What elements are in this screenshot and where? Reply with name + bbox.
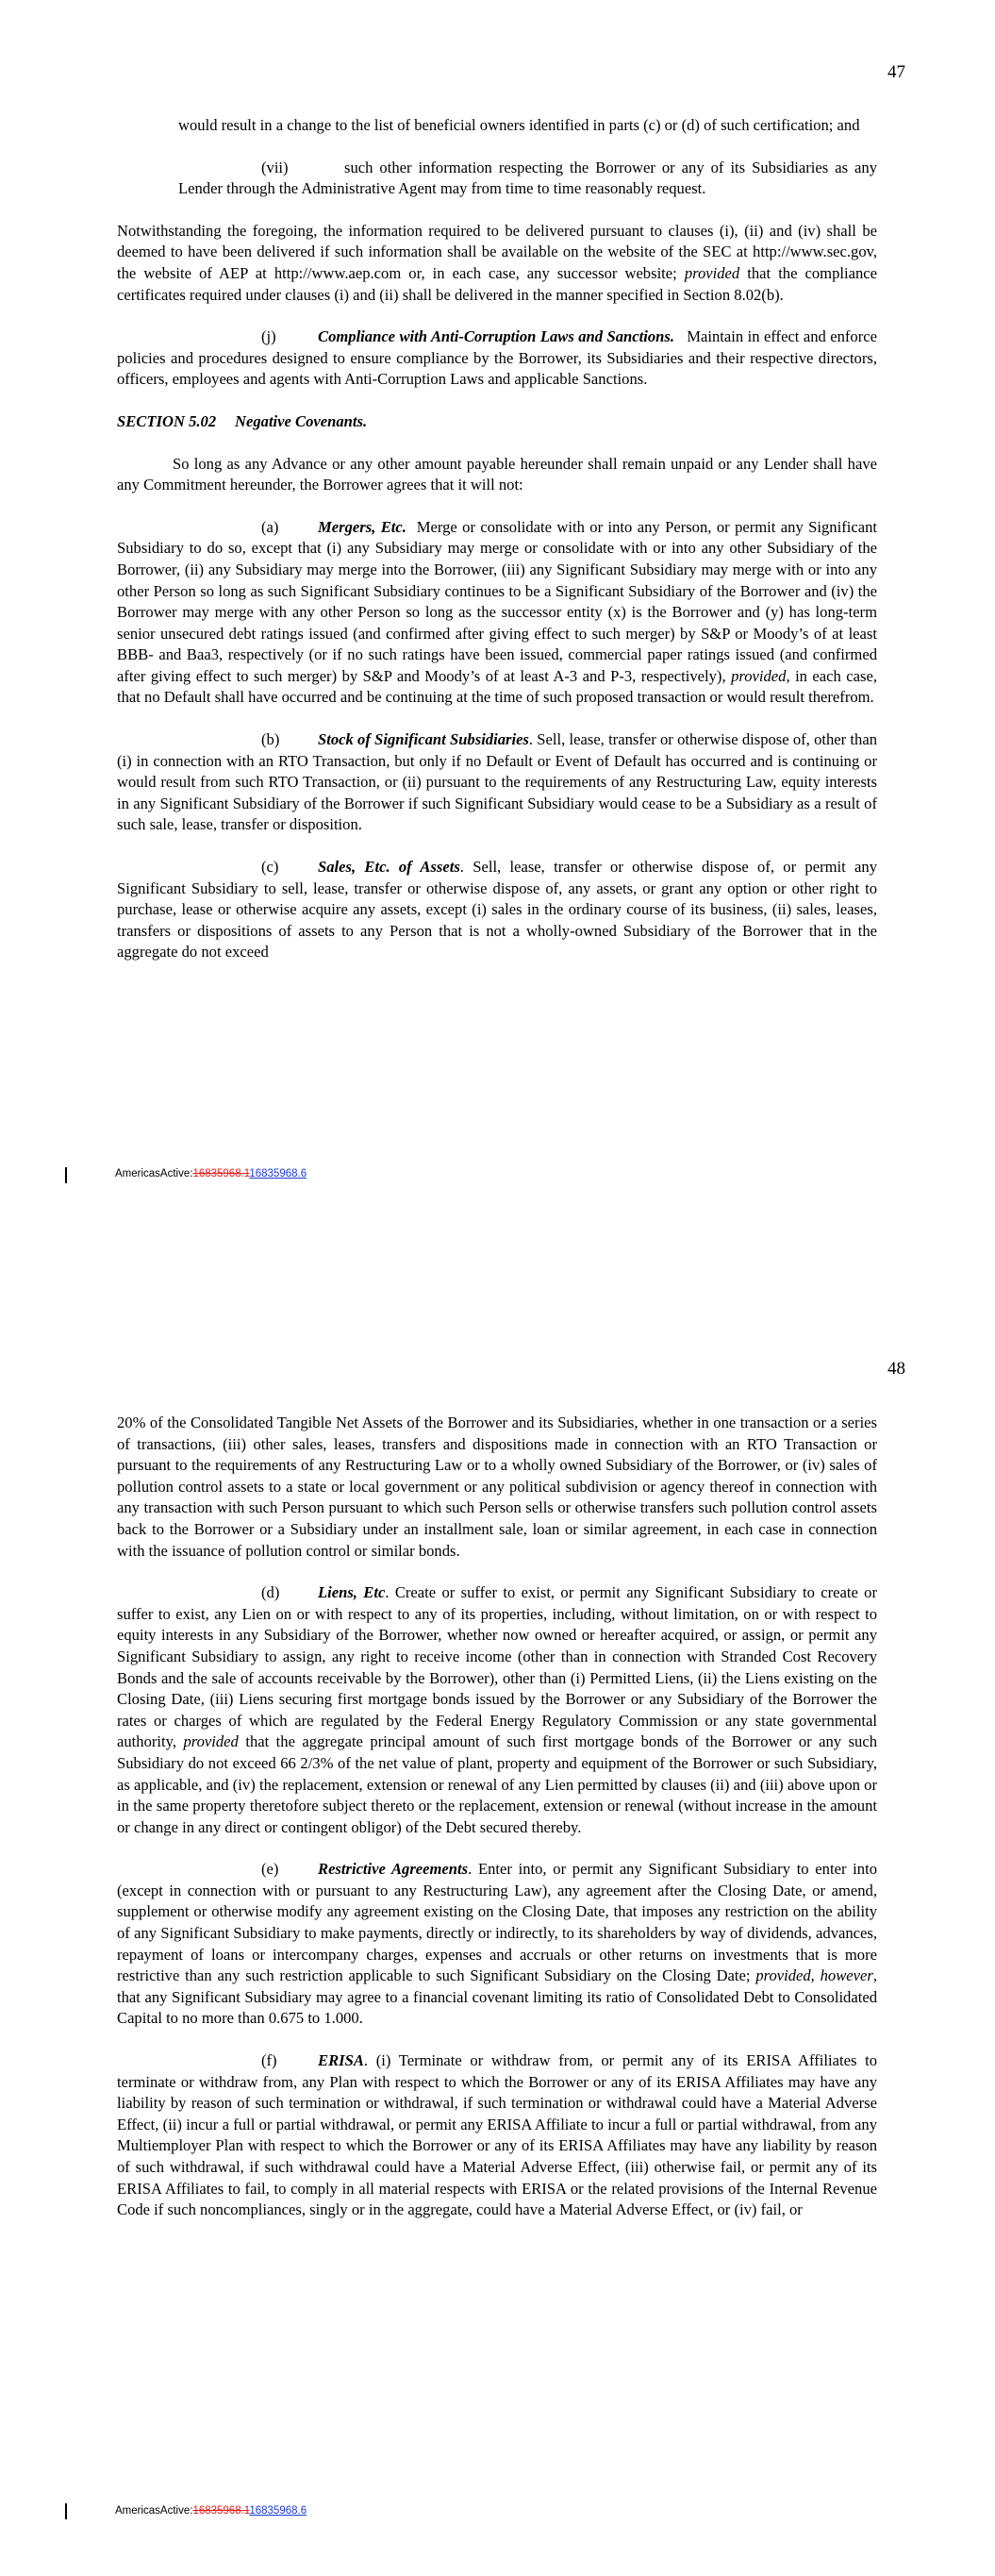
clause-label: (j) (261, 327, 276, 346)
clause-text: . Create or suffer to exist, or permit any Significant Subsidiary to create or suffer to exist, any Lien on or with respect to any of its properties, including, without limitation, on or with respect to equity interests in any Subsidiary of the Borrower, whether now owned or hereafter acquired, or assign, or permit any Significant Subsidiary to assign, any right to receive income (other than in connection with Stranded Cost Recovery Bonds and the sale of accounts receivable by the Borrower), other than (i) Permitted Liens, (ii) the Liens existing on the Closing Date, (iii) Liens securing first mortgage bonds issued by the Borrower or any Subsidiary of the Borrower the rates or charges of which are regulated by the Federal Energy Regulatory Commission or any state governmental authority, (117, 1583, 877, 1751)
clause-text: Maintain in effect and enforce policies and procedures designed to ensure compliance by the Borrower, its Subsidiaries and their respective directors, officers, employees and agents with Anti-Corruption Laws and applicable Sanctions. (117, 327, 877, 389)
provided-term: provided (684, 263, 740, 282)
revision-bar (65, 1167, 67, 1183)
continued-paragraph: 20% of the Consolidated Tangible Net Assets of the Borrower and its Subsidiaries, whether in one transaction or a series of transactions, (iii) other sales, leases, transfers and dispositions made in connection with an RTO Transaction or pursuant to the requirements of any Restructuring Law or to a wholly owned Subsidiary of the Borrower, or (iv) sales of pollution control assets to a state or local government or any political subdivision or agency thereof in connection with any transaction with such Person pursuant to which such Person sells or otherwise transfers such pollution control assets back to the Borrower or a Subsidiary under an installment sale, loan or similar agreement, in each case in connection with the issuance of pollution control or similar bonds. (117, 1413, 877, 1560)
so-long-paragraph: So long as any Advance or any other amount payable hereunder shall remain unpaid or any Lender shall have any Commitment hereunder, the Borrower agrees that it will not: (117, 454, 877, 494)
page-48 (0, 1279, 995, 2576)
doc-footer (115, 2505, 307, 2517)
clause-text: , that any Significant Subsidiary may agree to a financial covenant limiting its ratio of Consolidated Debt to Consolidated Capital to no more than 0.675 to 1.000. (117, 1966, 877, 2028)
clause-d (117, 1582, 877, 1838)
clause-text: . Sell, lease, transfer or otherwise dispose of, other than (i) in connection with an RTO Transaction, but only if no Default or Event of Default has occurred and is continuing or would result from such RTO Transaction, or (ii) pursuant to the requirements of any Restructuring Law, equity interests in any Significant Subsidiary of the Borrower if such Significant Subsidiary would cease to be a Subsidiary as a result of such sale, lease, transfer or disposition. (117, 730, 877, 834)
doc-footer (115, 1168, 307, 1179)
clause-text: . Sell, lease, transfer or otherwise dispose of, or permit any Significant Subsidiary to sell, lease, transfer or otherwise dispose of, any assets, or grant any option or other right to purchase, lease or otherwise acquire any assets, except (i) sales in the ordinary course of its business, (ii) sales, leases, transfers or dispositions of assets to any Person that is not a wholly-owned Subsidiary of the Borrower that in the aggregate do not exceed (117, 858, 877, 962)
clause-vii (117, 158, 877, 200)
paragraph-text: Notwithstanding the foregoing, the information required to be delivered pursuant to clauses (i), (ii) and (iv) shall be deemed to have been delivered if such information shall be available on the website of the SEC at http://www.sec.gov, the website of AEP at http://www.aep.com or, in each case, any successor website; (117, 221, 877, 282)
footer-deleted-version: 16835968.1 (192, 1168, 250, 1179)
clause-text: . (i) Terminate or withdraw from, or permit any of its ERISA Affiliates to terminate or withdraw from, any Plan with respect to which the Borrower or any of its ERISA Affiliates may have any liability by reason of such termination or withdrawal, if such termination or withdrawal could have a Material Adverse Effect, (ii) incur a full or partial withdrawal, or permit any ERISA Affiliate to incur a full or partial withdrawal, from any Multiemployer Plan with respect to which the Borrower or any of its ERISA Affiliates may have any liability by reason of such withdrawal, if such withdrawal could have a Material Adverse Effect, (iii) otherwise fail, or permit any of its ERISA Affiliates to fail, to comply in all material respects with ERISA or the related provisions of the Internal Revenue Code if such noncompliances, singly or in the aggregate, could have a Material Adverse Effect, or (iv) fail, or (117, 2051, 877, 2219)
clause-text: such other information respecting the Borrower or any of its Subsidiaries as any Lender through the Administrative Agent may from time to time reasonably request. (178, 158, 877, 198)
footer-prefix: AmericasActive: (115, 2505, 193, 2517)
revision-bar (65, 2503, 67, 2519)
clause-text: . Enter into, or permit any Significant Subsidiary to enter into (except in connection with or pursuant to any Restructuring Law), any agreement after the Closing Date, or amend, supplement or otherwise modify any agreement existing on the Closing Date, that imposes any restriction on the ability of any Significant Subsidiary to make payments, directly or indirectly, to its shareholders by way of dividends, advances, repayment of loans or intercompany charges, expenses and accruals or other returns on investments that is more restrictive than any such restriction applicable to such Significant Subsidiary on the Closing Date; (117, 1860, 877, 1985)
clause-label: (d) (261, 1583, 280, 1602)
clause-label: (b) (261, 730, 280, 749)
clause-text: Merge or consolidate with or into any Person, or permit any Significant Subsidiary to do so, except that (i) any Subsidiary may merge or consolidate with or into any other Subsidiary of the Borrower, (ii) any Subsidiary may merge into the Borrower, (iii) any Significant Subsidiary may merge with or into any other Person so long as such Significant Subsidiary continues to be a Significant Subsidiary of the Borrower and (iv) the Borrower may merge with any other Person so long as the successor entity (x) is the Borrower and (y) has long-term senior unsecured debt ratings issued (and confirmed after giving effect to such merger) by S&P or Moody’s of at least BBB- and Baa3, respectively (or if no such ratings have been issued, commercial paper ratings issued (and confirmed after giving effect to such merger) by S&P and Moody’s of at least A-3 and P-3, respectively), (117, 517, 877, 685)
footer-new-version: 16835968.6 (249, 1168, 307, 1179)
clause-c (117, 857, 877, 963)
clause-a (117, 517, 877, 709)
clause-label: (a) (261, 517, 279, 536)
clause-b (117, 729, 877, 836)
page-number: 48 (887, 1359, 905, 1379)
clause-title: Stock of Significant Subsidiaries (318, 730, 529, 749)
clause-title: Restrictive Agreements (318, 1860, 469, 1879)
provided-term: provided, however (755, 1966, 873, 1985)
clause-title: Compliance with Anti-Corruption Laws and Sanctions. (318, 327, 674, 346)
page-body (117, 115, 877, 984)
footer-deleted-version: 16835968.1 (192, 2505, 250, 2517)
clause-text: that the aggregate principal amount of such first mortgage bonds of the Borrower or any such Subsidiary do not exceed 66 2/3% of the net value of plant, property and equipment of the Borrower or such Subsidiary, as applicable, and (iv) the replacement, extension or renewal of any Lien permitted by clauses (ii) and (iii) above upon or in the same property theretofore subject thereto or the replacement, extension or renewal (without increase in the amount or change in any direct or contingent obligor) of the Debt secured thereby. (117, 1732, 878, 1836)
clause-title: Mergers, Etc. (318, 517, 406, 536)
footer-new-version: 16835968.6 (249, 2505, 307, 2517)
provided-term: provided (183, 1732, 239, 1751)
clause-label: (e) (261, 1860, 279, 1879)
section-number: SECTION 5.02 (117, 411, 217, 430)
clause-label: (vii) (261, 158, 289, 176)
clause-label: (f) (261, 2051, 277, 2070)
page-47 (0, 0, 995, 1279)
clause-title: Sales, Etc. of Assets (318, 858, 460, 877)
clause-j (117, 326, 877, 391)
clause-label: (c) (261, 858, 279, 877)
page-number: 47 (887, 62, 905, 82)
clause-text: , in each case, that no Default shall have occurred and be continuing at the time of such proposed transaction or would result therefrom. (117, 666, 877, 707)
page-body (117, 1413, 877, 2242)
notwithstanding-paragraph (117, 221, 877, 306)
clause-title: Liens, Etc (318, 1583, 386, 1602)
section-title: Negative Covenants. (235, 411, 368, 430)
paragraph-text: that the compliance certificates required under clauses (i) and (ii) shall be delivered in the manner specified in Section 8.02(b). (117, 263, 878, 304)
clause-f (117, 2050, 877, 2221)
section-heading (117, 411, 877, 433)
clause-title: ERISA (318, 2051, 364, 2070)
clause-e (117, 1859, 877, 2030)
provided-term: provided (731, 666, 787, 685)
footer-prefix: AmericasActive: (115, 1168, 193, 1179)
continued-paragraph: would result in a change to the list of beneficial owners identified in parts (c) or (d) of such certification; and (178, 116, 860, 134)
